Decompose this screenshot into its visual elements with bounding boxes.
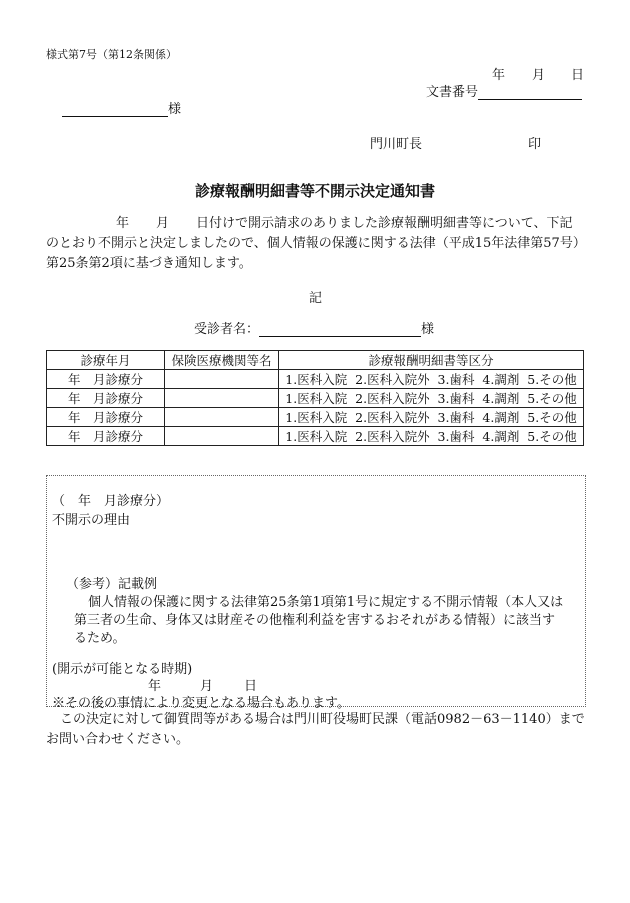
table-row [47, 370, 584, 389]
body-line-3: 第25条第2項に基づき通知します。 [46, 256, 252, 271]
header-institution: 保険医療機関等名 [165, 351, 279, 370]
doc-number-field[interactable] [426, 81, 582, 100]
row-institution[interactable] [165, 389, 279, 408]
row-month[interactable]: 年 月診療分 [47, 427, 165, 446]
body-line-1-year: 年 [116, 216, 130, 231]
possible-month-label: 月 [200, 679, 214, 694]
example-line-1: 個人情報の保護に関する法律第25条第1項第1号に規定する不開示情報（本人又は [88, 595, 564, 610]
claims-table [46, 350, 584, 446]
table-row [47, 408, 584, 427]
patient-name-line [259, 322, 421, 337]
patient-name-suffix: 様 [421, 322, 435, 337]
table-row [47, 427, 584, 446]
possible-period-label: (開示が可能となる時期) [52, 662, 193, 677]
row-category[interactable]: 1.医科入院 2.医科入院外 3.歯科 4.調剤 5.その他 [279, 389, 584, 408]
row-category[interactable]: 1.医科入院 2.医科入院外 3.歯科 4.調剤 5.その他 [279, 370, 584, 389]
row-institution[interactable] [165, 427, 279, 446]
seal-mark: 印 [528, 137, 542, 152]
change-note: ※その後の事情により変更となる場合もあります。 [52, 696, 350, 711]
date-year-label: 年 [492, 68, 506, 83]
body-line-1-month: 月 [156, 216, 170, 231]
sender-name: 門川町長 [370, 137, 423, 152]
addressee-field[interactable] [62, 98, 181, 117]
possible-year-label: 年 [148, 679, 162, 694]
row-month[interactable]: 年 月診療分 [47, 389, 165, 408]
patient-name-label: 受診者名： [194, 322, 260, 337]
patient-name-field[interactable] [194, 318, 434, 337]
doc-number-label: 文書番号 [426, 85, 479, 100]
addressee-suffix: 様 [168, 102, 182, 117]
contact-line-2: お問い合わせください。 [46, 732, 190, 747]
row-month[interactable]: 年 月診療分 [47, 370, 165, 389]
row-institution[interactable] [165, 408, 279, 427]
table-header-row [47, 351, 584, 370]
row-institution[interactable] [165, 370, 279, 389]
possible-day-label: 日 [244, 679, 258, 694]
row-month[interactable]: 年 月診療分 [47, 408, 165, 427]
body-line-2: のとおり不開示と決定しましたので、個人情報の保護に関する法律（平成15年法律第57号） [46, 236, 586, 251]
reason-label: 不開示の理由 [52, 513, 131, 528]
header-category: 診療報酬明細書等区分 [279, 351, 584, 370]
contact-line-1: この決定に対して御質問等がある場合は門川町役場町民課（電話0982－63－1140）まで [60, 712, 585, 727]
body-line-1: 日付けで開示請求のありました診療報酬明細書等について、下記 [196, 216, 573, 231]
table-row [47, 389, 584, 408]
example-line-3: るため。 [74, 631, 126, 646]
addressee-line [62, 102, 168, 117]
box-period: （ 年 月診療分） [52, 494, 170, 509]
date-month-label: 月 [532, 68, 546, 83]
ki-mark: 記 [309, 291, 323, 306]
date-day-label: 日 [571, 68, 585, 83]
example-line-2: 第三者の生命、身体又は財産その他権利利益を害するおそれがある情報）に該当す [74, 613, 556, 628]
row-category[interactable]: 1.医科入院 2.医科入院外 3.歯科 4.調剤 5.その他 [279, 427, 584, 446]
header-treatment-month: 診療年月 [47, 351, 165, 370]
row-category[interactable]: 1.医科入院 2.医科入院外 3.歯科 4.調剤 5.その他 [279, 408, 584, 427]
example-label: （参考）記載例 [66, 577, 158, 592]
form-number: 様式第7号（第12条関係） [46, 48, 177, 61]
document-title: 診療報酬明細書等不開示決定通知書 [194, 182, 435, 200]
doc-number-line [478, 85, 582, 100]
